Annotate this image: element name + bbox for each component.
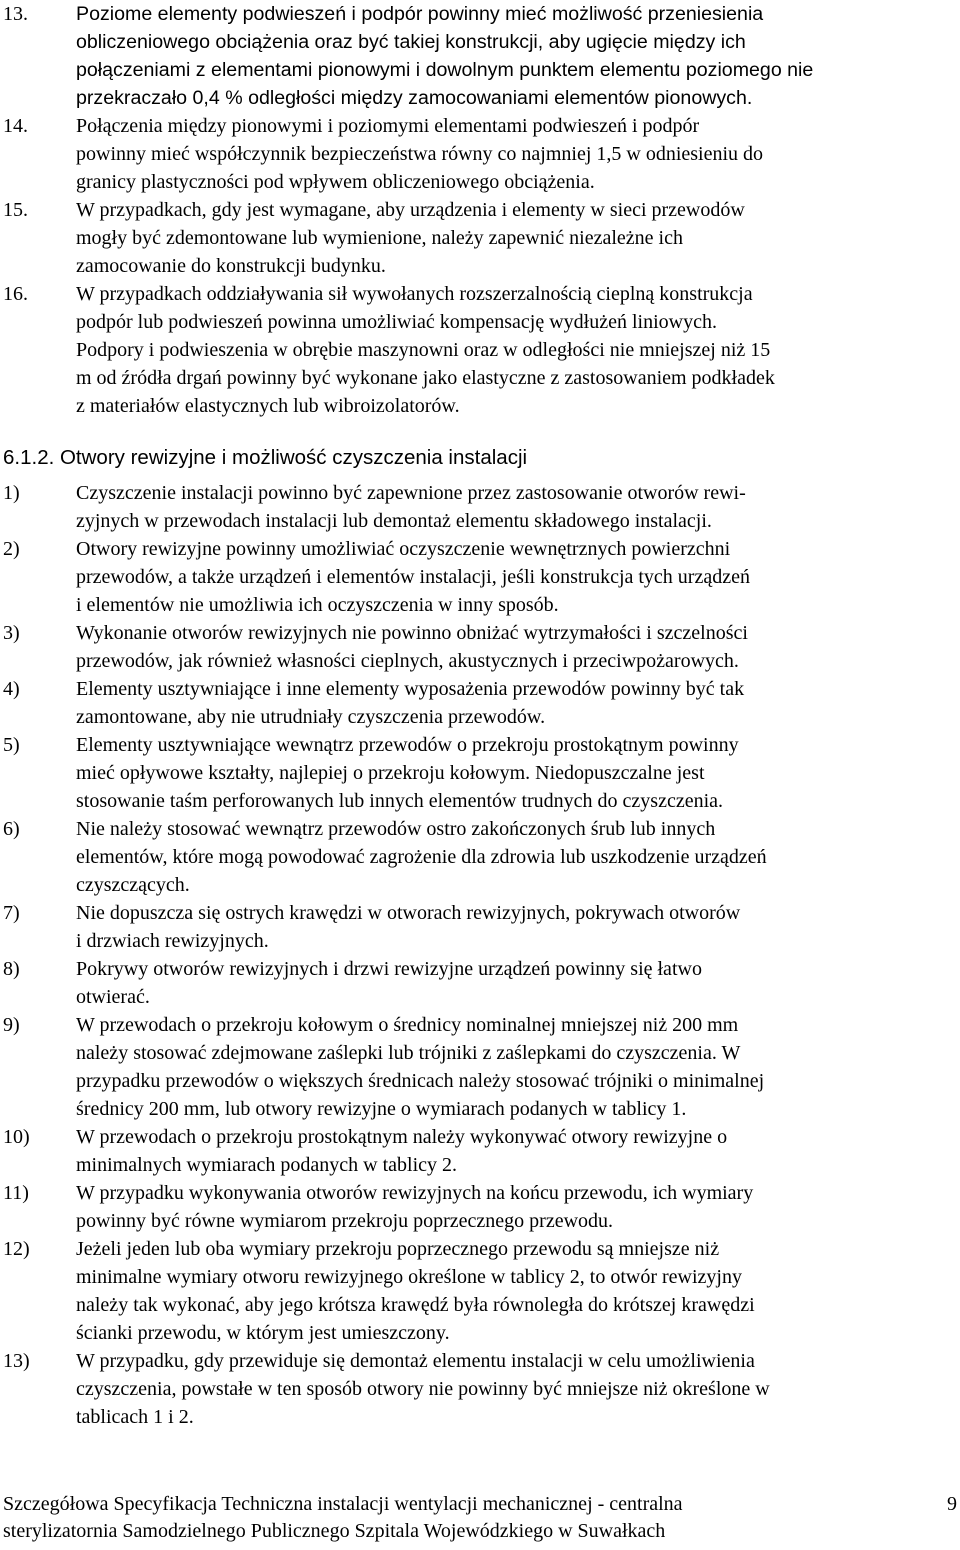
list-item-number: 12) bbox=[3, 1238, 30, 1260]
text-line: W przypadkach, gdy jest wymagane, aby urządzenia i elementy w sieci przewodów bbox=[76, 199, 745, 221]
numbered-point bbox=[0, 280, 960, 420]
text-line: i drzwiach rewizyjnych. bbox=[76, 930, 269, 952]
list-item-text bbox=[76, 731, 960, 815]
text-line: średnicy 200 mm, lub otwory rewizyjne o wymiarach podanych w tablicy 1. bbox=[76, 1098, 687, 1120]
list-item-text bbox=[76, 955, 960, 1011]
list-item-number: 7) bbox=[3, 902, 20, 924]
numbered-point bbox=[0, 0, 960, 112]
list-item bbox=[0, 1011, 960, 1123]
footer-line-1: Szczegółowa Specyfikacja Techniczna instalacji wentylacji mechanicznej - centralna bbox=[3, 1493, 683, 1515]
list-item bbox=[0, 731, 960, 815]
text-line: powinny być równe wymiarom przekroju poprzecznego przewodu. bbox=[76, 1210, 614, 1232]
list-item-text bbox=[76, 1179, 960, 1235]
text-line: mogły być zdemontowane lub wymienione, należy zapewnić niezależne ich bbox=[76, 227, 683, 249]
text-line: należy stosować zdejmowane zaślepki lub trójniki z zaślepkami do czyszczenia. W bbox=[76, 1042, 741, 1064]
text-line: W przewodach o przekroju kołowym o średnicy nominalnej mniejszej niż 200 mm bbox=[76, 1014, 739, 1036]
list-item bbox=[0, 1347, 960, 1431]
numbered-point bbox=[0, 196, 960, 280]
page-footer bbox=[3, 1491, 957, 1545]
page-number: 9 bbox=[947, 1493, 957, 1515]
text-line: połączeniami z elementami pionowymi i dowolnym punktem elementu poziomego nie bbox=[76, 59, 814, 81]
text-line: Elementy usztywniające wewnątrz przewodów o przekroju prostokątnym powinny bbox=[76, 734, 739, 756]
list-item-text bbox=[76, 1235, 960, 1347]
text-line: Pokrywy otworów rewizyjnych i drzwi rewizyjne urządzeń powinny się łatwo bbox=[76, 958, 702, 980]
text-line: podpór lub podwieszeń powinna umożliwiać kompensację wydłużeń liniowych. bbox=[76, 311, 717, 333]
text-line: Otwory rewizyjne powinny umożliwiać oczyszczenie wewnętrznych powierzchni bbox=[76, 538, 731, 560]
text-line: W przypadkach oddziaływania sił wywołanych rozszerzalnością cieplną konstrukcja bbox=[76, 283, 753, 305]
list-item-number: 9) bbox=[3, 1014, 20, 1036]
list-item-text bbox=[76, 479, 960, 535]
text-line: W przypadku wykonywania otworów rewizyjnych na końcu przewodu, ich wymiary bbox=[76, 1182, 754, 1204]
text-line: przypadku przewodów o większych średnicach należy stosować trójniki o minimalnej bbox=[76, 1070, 765, 1092]
text-line: zamontowane, aby nie utrudniały czyszczenia przewodów. bbox=[76, 706, 546, 728]
text-line: Jeżeli jeden lub oba wymiary przekroju poprzecznego przewodu są mniejsze niż bbox=[76, 1238, 720, 1260]
text-line: ścianki przewodu, w którym jest umieszczony. bbox=[76, 1322, 450, 1344]
text-line: zamocowanie do konstrukcji budynku. bbox=[76, 255, 386, 277]
list-item-number: 13) bbox=[3, 1350, 30, 1372]
numbered-point-number: 15. bbox=[3, 199, 28, 221]
list-item bbox=[0, 675, 960, 731]
list-item-number: 1) bbox=[3, 482, 20, 504]
numbered-point-text bbox=[76, 196, 954, 280]
list-item-number: 8) bbox=[3, 958, 20, 980]
list-item bbox=[0, 479, 960, 535]
list-item bbox=[0, 535, 960, 619]
list-item-number: 11) bbox=[3, 1182, 29, 1204]
list-item-text bbox=[76, 815, 960, 899]
list-item-text bbox=[76, 619, 960, 675]
list-item-number: 4) bbox=[3, 678, 20, 700]
list-item-text bbox=[76, 1123, 960, 1179]
numbered-point-text bbox=[76, 112, 954, 196]
list-item-text bbox=[76, 1011, 960, 1123]
text-line: i elementów nie umożliwia ich oczyszczenia w inny sposób. bbox=[76, 594, 559, 616]
text-line: przewodów, a także urządzeń i elementów instalacji, jeśli konstrukcja tych urządzeń bbox=[76, 566, 750, 588]
numbered-point-text bbox=[76, 280, 954, 420]
text-line: Czyszczenie instalacji powinno być zapewnione przez zastosowanie otworów rewi- bbox=[76, 482, 746, 504]
text-line: Nie dopuszcza się ostrych krawędzi w otworach rewizyjnych, pokrywach otworów bbox=[76, 902, 741, 924]
text-line: granicy plastyczności pod wpływem obliczeniowego obciążenia. bbox=[76, 171, 595, 193]
list-item-text bbox=[76, 899, 960, 955]
footer-line-2: sterylizatornia Samodzielnego Publicznego Szpitala Wojewódzkiego w Suwałkach bbox=[3, 1520, 666, 1542]
numbered-point-number: 14. bbox=[3, 115, 28, 137]
list-item-number: 5) bbox=[3, 734, 20, 756]
text-line: m od źródła drgań powinny być wykonane jako elastyczne z zastosowaniem podkładek bbox=[76, 367, 775, 389]
list-item bbox=[0, 955, 960, 1011]
text-line: Poziome elementy podwieszeń i podpór powinny mieć możliwość przeniesienia bbox=[76, 3, 764, 25]
list-item-number: 2) bbox=[3, 538, 20, 560]
numbered-point-number: 13. bbox=[3, 3, 28, 25]
list-item bbox=[0, 1123, 960, 1179]
text-line: tablicach 1 i 2. bbox=[76, 1406, 194, 1428]
text-line: powinny mieć współczynnik bezpieczeństwa równy co najmniej 1,5 w odniesieniu do bbox=[76, 143, 764, 165]
list-item bbox=[0, 1235, 960, 1347]
list-item-number: 3) bbox=[3, 622, 20, 644]
text-line: zyjnych w przewodach instalacji lub demontaż elementu składowego instalacji. bbox=[76, 510, 712, 532]
text-line: czyszczących. bbox=[76, 874, 190, 896]
list-item-text bbox=[76, 1347, 960, 1431]
text-line: Podpory i podwieszenia w obrębie maszynowni oraz w odległości nie mniejszej niż 15 bbox=[76, 339, 771, 361]
list-item bbox=[0, 1179, 960, 1235]
list-item-number: 10) bbox=[3, 1126, 30, 1148]
text-line: W przewodach o przekroju prostokątnym należy wykonywać otwory rewizyjne o bbox=[76, 1126, 728, 1148]
text-line: minimalnych wymiarach podanych w tablicy 2. bbox=[76, 1154, 458, 1176]
text-line: przewodów, jak również własności cieplnych, akustycznych i przeciwpożarowych. bbox=[76, 650, 739, 672]
text-line: Połączenia między pionowymi i poziomymi elementami podwieszeń i podpór bbox=[76, 115, 700, 137]
text-line: Elementy usztywniające i inne elementy wyposażenia przewodów powinny być tak bbox=[76, 678, 745, 700]
text-line: W przypadku, gdy przewiduje się demontaż elementu instalacji w celu umożliwienia bbox=[76, 1350, 755, 1372]
text-line: należy tak wykonać, aby jego krótsza krawędź była równoległa do krótszej krawędzi bbox=[76, 1294, 755, 1316]
text-line: obliczeniowego obciążenia oraz być takiej konstrukcji, aby ugięcie między ich bbox=[76, 31, 746, 53]
text-line: Wykonanie otworów rewizyjnych nie powinno obniżać wytrzymałości i szczelności bbox=[76, 622, 748, 644]
list-item bbox=[0, 899, 960, 955]
text-line: przekraczało 0,4 % odległości między zamocowaniami elementów pionowych. bbox=[76, 87, 753, 109]
list-item bbox=[0, 619, 960, 675]
text-line: czyszczenia, powstałe w ten sposób otwory nie powinny być mniejsze niż określone w bbox=[76, 1378, 770, 1400]
list-item bbox=[0, 815, 960, 899]
cleaning-requirements-list bbox=[0, 479, 960, 1431]
list-item-text bbox=[76, 535, 960, 619]
numbered-points-section bbox=[0, 0, 960, 420]
list-item-text bbox=[76, 675, 960, 731]
list-item-number: 6) bbox=[3, 818, 20, 840]
text-line: stosowanie taśm perforowanych lub innych elementów trudnych do czyszczenia. bbox=[76, 790, 724, 812]
text-line: minimalne wymiary otworu rewizyjnego określone w tablicy 2, to otwór rewizyjny bbox=[76, 1266, 742, 1288]
text-line: otwierać. bbox=[76, 986, 150, 1008]
text-line: z materiałów elastycznych lub wibroizolatorów. bbox=[76, 395, 460, 417]
section-heading: 6.1.2. Otwory rewizyjne i możliwość czyszczenia instalacji bbox=[3, 446, 528, 469]
numbered-point-number: 16. bbox=[3, 283, 28, 305]
text-line: elementów, które mogą powodować zagrożenie dla zdrowia lub uszkodzenie urządzeń bbox=[76, 846, 767, 868]
numbered-point bbox=[0, 112, 960, 196]
text-line: Nie należy stosować wewnątrz przewodów ostro zakończonych śrub lub innych bbox=[76, 818, 716, 840]
text-line: mieć opływowe kształty, najlepiej o przekroju kołowym. Niedopuszczalne jest bbox=[76, 762, 705, 784]
numbered-point-text bbox=[76, 0, 954, 112]
